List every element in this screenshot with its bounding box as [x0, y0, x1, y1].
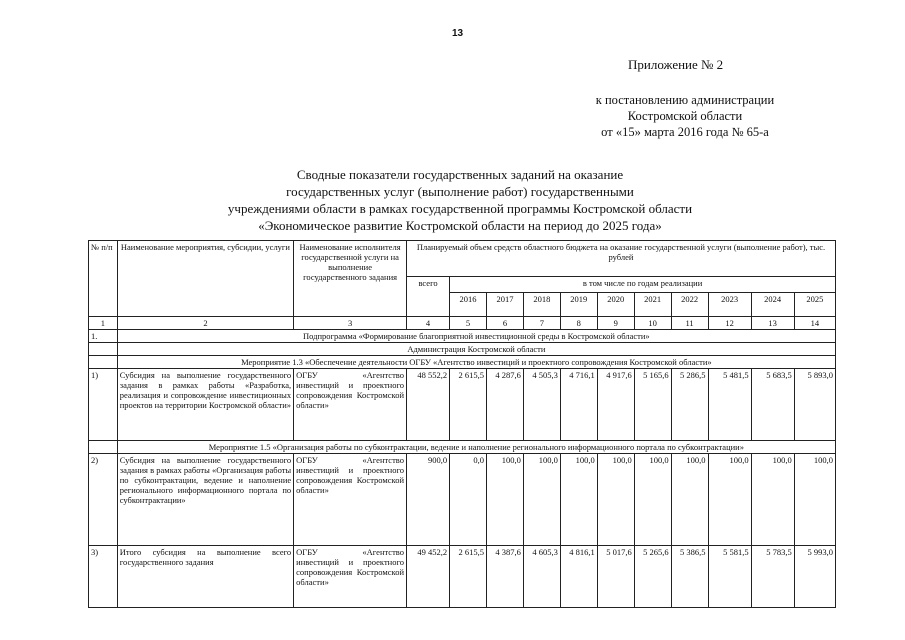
row-value: 100,0: [597, 454, 634, 546]
column-number: 4: [407, 317, 450, 330]
row-value: 100,0: [487, 454, 524, 546]
row-number: 1): [89, 369, 118, 441]
row-value: 100,0: [634, 454, 671, 546]
row-value: 5 017,6: [597, 546, 634, 608]
title-line: Сводные показатели государственных заданий на оказание: [296, 167, 624, 182]
header-executor: Наименование исполнителя государственной услуги на выполнение государственного задания: [294, 241, 407, 317]
header-planned: Планируемый объем средств областного бюджета на оказание государственной услуги (выполнение работ), тыс. рублей: [407, 241, 836, 277]
subprogram-title: Подпрограмма «Формирование благоприятной инвестиционной среды в Костромской области»: [117, 330, 835, 343]
row-value: 4 387,6: [487, 546, 524, 608]
column-number: 8: [560, 317, 597, 330]
header-year: 2022: [671, 293, 708, 317]
header-year: 2025: [794, 293, 835, 317]
row-number: 2): [89, 454, 118, 546]
empty-cell: [89, 441, 118, 454]
row-value: 0,0: [450, 454, 487, 546]
row-value: 100,0: [671, 454, 708, 546]
header-year: 2018: [523, 293, 560, 317]
header-year: 2016: [450, 293, 487, 317]
row-name: Субсидия на выполнение государственного задания в рамках работы «Разработка, реализация и сопровождение инвестиционных проектов на территории Костромской области»: [117, 369, 293, 441]
row-value: 4 716,1: [560, 369, 597, 441]
column-number: 2: [117, 317, 293, 330]
header-year: 2017: [487, 293, 524, 317]
row-executor: ОГБУ «Агентство инвестиций и проектного сопровождения Костромской области»: [294, 454, 407, 546]
empty-cell: [89, 343, 118, 356]
row-value: 4 605,3: [523, 546, 560, 608]
row-value: 100,0: [751, 454, 794, 546]
column-number: 10: [634, 317, 671, 330]
column-number: 9: [597, 317, 634, 330]
appendix-label: Приложение № 2: [628, 57, 724, 72]
column-number: 1: [89, 317, 118, 330]
row-value: 5 165,6: [634, 369, 671, 441]
header-num: № п/п: [89, 241, 118, 317]
row-value: 4 505,3: [523, 369, 560, 441]
row-value: 5 893,0: [794, 369, 835, 441]
row-total: 48 552,2: [407, 369, 450, 441]
measure-title: Мероприятие 1.5 «Организация работы по субконтрактации, ведение и наполнение регионального информационного портала по субконтрактации»: [117, 441, 835, 454]
row-name: Итого субсидия на выполнение всего государственного задания: [117, 546, 293, 608]
row-value: 4 816,1: [560, 546, 597, 608]
row-value: 100,0: [560, 454, 597, 546]
section-number: 1.: [89, 330, 118, 343]
table-row: [89, 369, 836, 441]
row-value: 5 265,6: [634, 546, 671, 608]
title-line: учреждениями области в рамках государственной программы Костромской области: [227, 201, 693, 216]
row-value: 5 581,5: [708, 546, 751, 608]
row-value: 4 917,6: [597, 369, 634, 441]
column-number: 13: [751, 317, 794, 330]
column-number: 14: [794, 317, 835, 330]
document-title: [200, 166, 720, 234]
column-number: 5: [450, 317, 487, 330]
header-year: 2021: [634, 293, 671, 317]
table-row: [89, 546, 836, 608]
header-total: всего: [407, 277, 450, 317]
row-value: 4 287,6: [487, 369, 524, 441]
row-value: 5 993,0: [794, 546, 835, 608]
row-value: 100,0: [523, 454, 560, 546]
row-value: 2 615,5: [450, 546, 487, 608]
row-value: 100,0: [794, 454, 835, 546]
header-year: 2024: [751, 293, 794, 317]
row-value: 5 783,5: [751, 546, 794, 608]
header-year: 2020: [597, 293, 634, 317]
header-by-years: в том числе по годам реализации: [450, 277, 836, 293]
column-number: 12: [708, 317, 751, 330]
reference-line: от «15» марта 2016 года № 65-а: [601, 125, 769, 139]
reference-line: к постановлению администрации: [595, 93, 775, 107]
row-number: 3): [89, 546, 118, 608]
header-year: 2019: [560, 293, 597, 317]
row-value: 5 481,5: [708, 369, 751, 441]
page-number: 13: [452, 28, 464, 39]
administration-title: Администрация Костромской области: [117, 343, 835, 356]
column-number-row: [89, 317, 836, 330]
row-executor: ОГБУ «Агентство инвестиций и проектного сопровождения Костромской области»: [294, 546, 407, 608]
header-name: Наименование мероприятия, субсидии, услуги: [117, 241, 293, 317]
row-name: Субсидия на выполнение государственного задания в рамках работы «Организация работы по субконтрактации, ведение и наполнение регионального информационного портала по субконтрактации»: [117, 454, 293, 546]
column-number: 6: [487, 317, 524, 330]
row-total: 49 452,2: [407, 546, 450, 608]
title-line: государственных услуг (выполнение работ) государственными: [286, 184, 634, 199]
row-executor: ОГБУ «Агентство инвестиций и проектного сопровождения Костромской области»: [294, 369, 407, 441]
row-value: 100,0: [708, 454, 751, 546]
row-value: 5 683,5: [751, 369, 794, 441]
table-row: [89, 454, 836, 546]
reference-line: Костромской области: [627, 109, 743, 123]
indicators-table: [88, 240, 836, 608]
empty-cell: [89, 356, 118, 369]
measure-title: Мероприятие 1.3 «Обеспечение деятельности ОГБУ «Агентство инвестиций и проектного сопровождения Костромской области»: [117, 356, 835, 369]
row-value: 5 286,5: [671, 369, 708, 441]
title-line: «Экономическое развитие Костромской области на период до 2025 года»: [258, 218, 662, 233]
column-number: 7: [523, 317, 560, 330]
row-value: 5 386,5: [671, 546, 708, 608]
row-value: 2 615,5: [450, 369, 487, 441]
row-total: 900,0: [407, 454, 450, 546]
column-number: 3: [294, 317, 407, 330]
column-number: 11: [671, 317, 708, 330]
appendix-reference: [580, 92, 790, 140]
header-year: 2023: [708, 293, 751, 317]
